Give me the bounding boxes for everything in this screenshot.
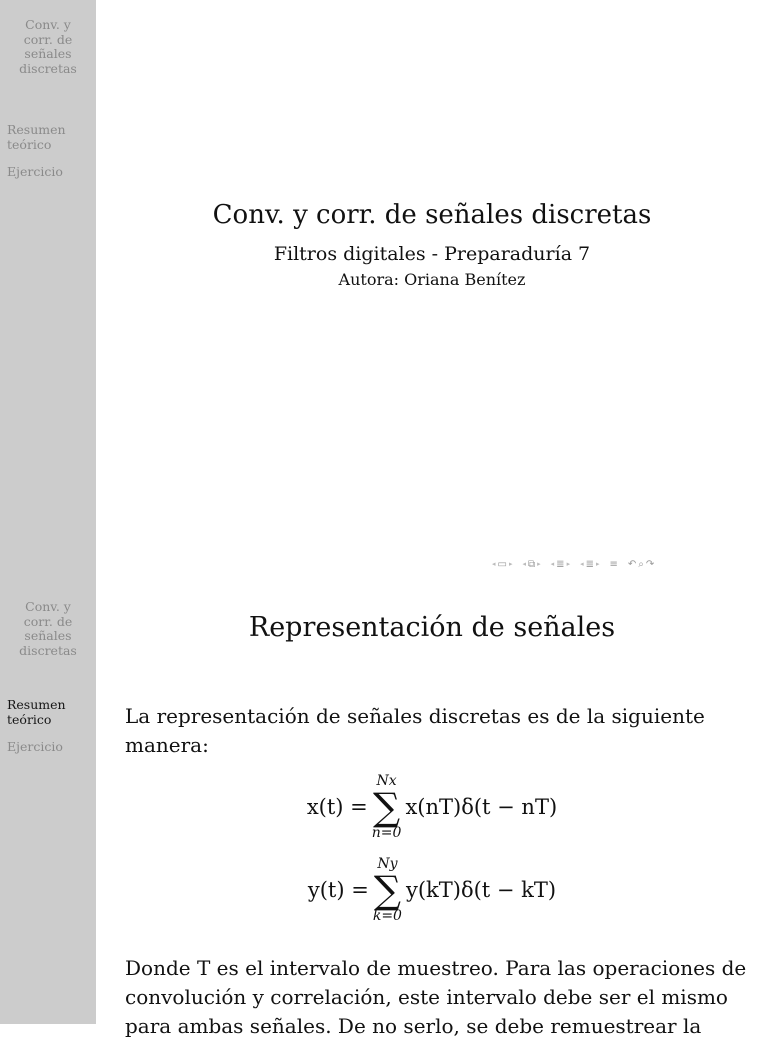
nav-outline[interactable] (580, 559, 599, 570)
sidebar-title[interactable]: Conv. y corr. de señales discretas (19, 599, 77, 658)
section-icon: ≣ (556, 558, 565, 570)
presentation-title: Conv. y corr. de señales discretas (212, 200, 652, 230)
align-icon: ≡ (609, 558, 618, 570)
equation-rhs: x(nT)δ(t − nT) (405, 795, 558, 819)
equation-x (96, 774, 768, 840)
equation-lhs: y(t) = (307, 878, 369, 902)
outline-icon: ≣ (585, 558, 594, 570)
sigma-icon: ∑ (373, 868, 401, 912)
frame-title: Representación de señales (248, 612, 616, 643)
navigation-bar (492, 557, 660, 571)
equation-y (96, 857, 768, 923)
summation (373, 857, 402, 923)
sidebar-item-ejercicio[interactable]: Ejercicio (7, 739, 63, 754)
nav-left-icon[interactable]: ◂ (550, 560, 555, 568)
sidebar (0, 582, 96, 1024)
sum-lower-limit: n=0 (371, 825, 402, 841)
search-icon[interactable]: ⌕ (638, 558, 644, 570)
back-icon[interactable]: ↶ (627, 558, 637, 570)
sum-upper-limit: Ny (377, 856, 398, 872)
intro-paragraph: La representación de señales discretas es de la siguiente manera: (125, 704, 705, 757)
presentation-subtitle: Filtros digitales - Preparaduría 7 (273, 243, 591, 265)
sidebar (0, 0, 96, 582)
subsection-icon: ⧉ (528, 558, 536, 570)
slide-representacion (0, 582, 768, 1038)
sum-lower-limit: k=0 (372, 908, 402, 924)
nav-section[interactable] (551, 559, 570, 570)
equation-lhs: x(t) = (306, 795, 368, 819)
sigma-icon: ∑ (373, 785, 401, 829)
frame-icon: ▭ (497, 558, 507, 570)
sidebar-item-ejercicio[interactable]: Ejercicio (7, 164, 63, 179)
nav-right-icon[interactable]: ▸ (537, 560, 541, 568)
presentation-author: Autora: Oriana Benítez (338, 270, 526, 289)
nav-left-icon[interactable]: ◂ (492, 560, 496, 568)
nav-right-icon[interactable]: ▸ (566, 560, 571, 568)
body-paragraph: Donde T es el intervalo de muestreo. Para las operaciones de convolución y correlación, este intervalo debe ser el mismo para ambas señales. De no serlo, se debe remuestrear la (125, 956, 747, 1038)
nav-left-icon[interactable]: ◂ (580, 560, 584, 568)
nav-align[interactable] (610, 559, 618, 570)
sidebar-title[interactable]: Conv. y corr. de señales discretas (19, 17, 77, 76)
nav-right-icon[interactable]: ▸ (595, 560, 600, 568)
nav-tools[interactable] (628, 559, 654, 570)
forward-icon[interactable]: ↷ (645, 558, 655, 570)
nav-subsection[interactable] (522, 559, 540, 570)
nav-frame[interactable] (492, 559, 512, 570)
sidebar-item-resumen[interactable]: Resumen teórico (7, 122, 66, 152)
nav-left-icon[interactable]: ◂ (522, 560, 526, 568)
equation-rhs: y(kT)δ(t − kT) (405, 878, 557, 902)
nav-right-icon[interactable]: ▸ (508, 560, 513, 568)
sidebar-item-resumen[interactable]: Resumen teórico (7, 697, 66, 727)
summation (372, 774, 402, 840)
sum-upper-limit: Nx (376, 773, 397, 789)
